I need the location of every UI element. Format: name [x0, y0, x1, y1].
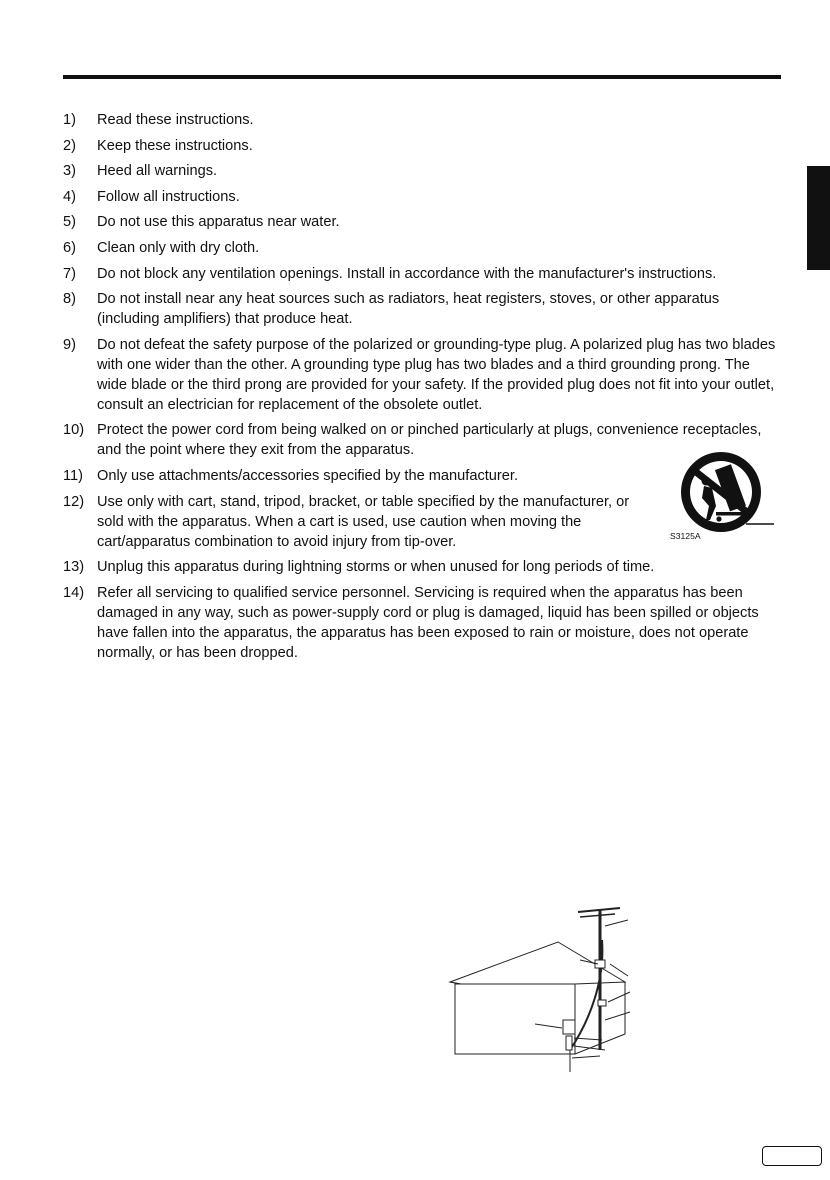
instruction-text: Do not install near any heat sources such as radiators, heat registers, stoves, or other apparatus (including amplifiers) that produce heat. — [97, 291, 720, 328]
instruction-text: Read these instructions. — [97, 112, 254, 128]
instruction-item — [63, 238, 783, 258]
instruction-item — [63, 557, 783, 577]
instruction-number: 12) — [63, 493, 85, 510]
instruction-number: 11) — [63, 467, 84, 484]
top-rule — [63, 75, 781, 79]
instruction-item — [63, 110, 783, 130]
instruction-text: Clean only with dry cloth. — [97, 239, 260, 256]
instruction-item — [63, 161, 783, 181]
instruction-text: Do not defeat the safety purpose of the polarized or grounding-type plug. A polarized plug has two blades with one wider than the other. A grounding type plug has two blades and a third grounding prong. The wide blade or the third prong are provided for your safety. If the provided plug does not fit into your outlet, consult an electrician for replacement of the obsolete outlet. — [97, 336, 776, 413]
instruction-number: 8) — [63, 291, 76, 308]
instruction-number: 5) — [63, 214, 76, 231]
instruction-item — [63, 289, 783, 329]
cart-warning-icon — [664, 446, 778, 544]
instruction-number: 13) — [63, 559, 85, 576]
instruction-text: Do not use this apparatus near water. — [97, 214, 340, 231]
instruction-number: 14) — [63, 584, 85, 601]
instruction-text: Do not block any ventilation openings. Install in accordance with the manufacturer's instructions. — [97, 265, 717, 282]
instruction-item — [63, 212, 783, 232]
instruction-text: Use only with cart, stand, tripod, bracket, or table specified by the manufacturer, or sold with the apparatus. When a cart is used, use caution when moving the cart/apparatus combination to avoid injury from tip-over. — [97, 493, 630, 550]
instruction-text: Unplug this apparatus during lightning storms or when unused for long periods of time. — [97, 559, 655, 576]
instruction-number: 4) — [63, 188, 76, 205]
instruction-number: 6) — [63, 239, 76, 256]
instruction-text: Protect the power cord from being walked on or pinched particularly at plugs, convenience receptacles, and the point where they exit from the apparatus. — [97, 422, 762, 459]
cart-figure-code: S3125A — [670, 531, 701, 541]
instruction-number: 1) — [63, 112, 76, 128]
instruction-item — [63, 187, 783, 207]
instruction-item — [63, 335, 783, 415]
safety-instructions-list — [63, 110, 783, 668]
instruction-item — [63, 264, 783, 284]
instruction-text: Refer all servicing to qualified service personnel. Servicing is required when the apparatus has been damaged in any way, such as power-supply cord or plug is damaged, liquid has been spilled or objects have fallen into the apparatus, the apparatus has been exposed to rain or moisture, does not operate normally, or has been dropped. — [97, 584, 759, 661]
page-number-box — [762, 1146, 822, 1166]
instruction-text: Only use attachments/accessories specified by the manufacturer. — [97, 467, 518, 484]
instruction-number: 10) — [63, 422, 85, 439]
instruction-number: 7) — [63, 265, 76, 282]
instruction-text: Keep these instructions. — [97, 137, 253, 154]
language-tab — [807, 166, 830, 270]
instruction-text: Follow all instructions. — [97, 188, 240, 205]
instruction-number: 3) — [63, 163, 76, 180]
instruction-text: Heed all warnings. — [97, 163, 218, 180]
instruction-number: 2) — [63, 137, 76, 154]
instruction-item — [63, 136, 783, 156]
instruction-number: 9) — [63, 336, 76, 353]
antenna-grounding-diagram — [440, 900, 640, 1075]
instruction-item — [63, 583, 783, 663]
